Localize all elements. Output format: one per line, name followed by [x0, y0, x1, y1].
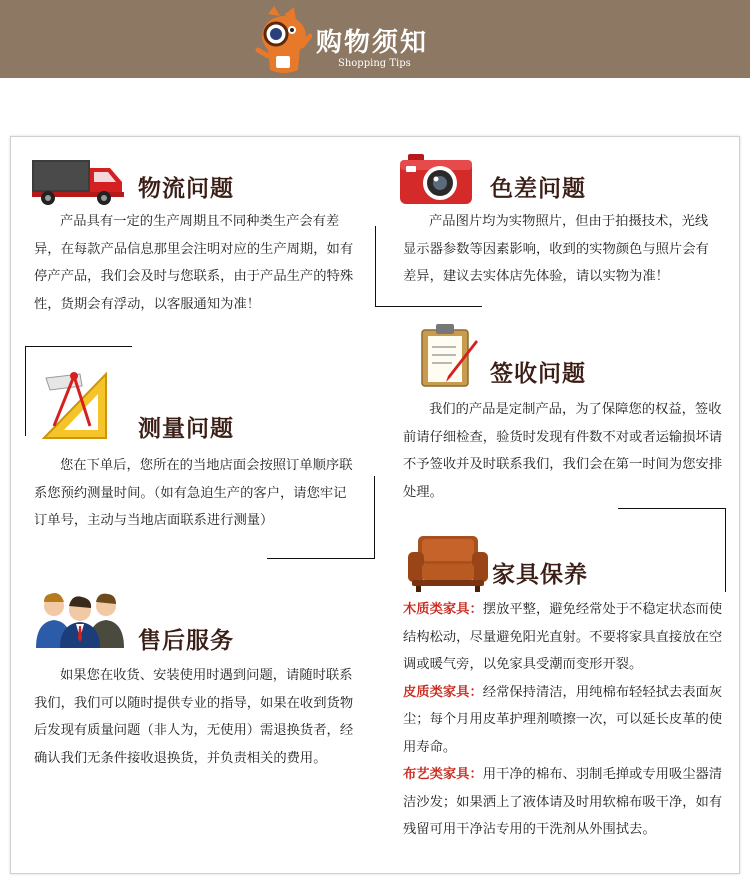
care-item-wood [403, 596, 733, 679]
sofa-icon [408, 532, 488, 592]
care-item-text: 用干净的棉布、羽制毛掸或专用吸尘器清洁沙发；如果洒上了液体请及时用软棉布吸干净，如有残留可用干净沾专用的干洗剂从外围拭去。 [403, 767, 723, 837]
care-item-fabric [403, 761, 733, 844]
care-item-label: 布艺类家具： [403, 767, 483, 782]
care-item-text: 经常保持清洁，用纯棉布轻轻拭去表面灰尘；每个月用皮革护理剂喷擦一次，可以延长皮革的使用寿命。 [403, 684, 723, 755]
divider-line [267, 558, 375, 559]
mascot-logo-icon [254, 6, 312, 76]
divider-line [725, 508, 726, 592]
page-subtitle: Shopping Tips [338, 58, 411, 69]
customer-service-team-icon [34, 592, 126, 648]
receipt-text: 我们的产品是定制产品，为了保障您的权益，签收前请仔细检查，验货时发现有件数不对或者运输损坏请不予签收并及时联系我们，我们会在第一时间为您安排处理。 [403, 402, 723, 500]
divider-line [375, 226, 376, 307]
care-item-label: 木质类家具： [403, 602, 483, 617]
care-title: 家具保养 [492, 562, 588, 588]
divider-line [618, 508, 726, 509]
color-diff-text: 产品图片均为实物照片，但由于拍摄技术，光线显示器参数等因素影响，收到的实物颜色与照片会有差异，建议去实体店先体验，请以实物为准！ [403, 214, 709, 284]
divider-line [25, 346, 132, 347]
logistics-text: 产品具有一定的生产周期且不同种类生产会有差异，在每款产品信息那里会注明对应的生产周期，如有停产产品，我们会及时与您联系，由于产品生产的特殊性，货期会有浮动，以客服通知为准！ [34, 214, 354, 312]
logistics-title: 物流问题 [138, 176, 234, 202]
clipboard-icon [420, 322, 482, 388]
header-banner [0, 0, 750, 78]
page-title: 购物须知 [316, 28, 429, 58]
measure-title: 测量问题 [138, 416, 234, 442]
after-sales-text: 如果您在收货、安装使用时遇到问题，请随时联系我们，我们可以随时提供专业的指导，如果在收到货物后发现有质量问题（非人为，无使用）需退换货者，经确认我们无条件接收退换货，并负责相关的费用。 [34, 668, 354, 766]
drafting-tools-icon [40, 368, 116, 440]
care-item-text: 摆放平整，避免经常处于不稳定状态而使结构松动，尽量避免阳光直射。不要将家具直接放在空调或暖气旁，以免家具受潮而变形开裂。 [403, 602, 723, 672]
care-item-label: 皮质类家具： [403, 684, 483, 700]
divider-line [375, 306, 482, 307]
measure-text: 您在下单后，您所在的当地店面会按照订单顺序联系您预约测量时间。（如有急迫生产的客户，请您牢记订单号，主动与当地店面联系进行测量） [34, 458, 353, 528]
camera-icon [400, 154, 472, 208]
after-sales-title: 售后服务 [138, 628, 234, 654]
care-item-leather [403, 679, 733, 762]
truck-icon [32, 154, 124, 206]
divider-line [374, 476, 375, 559]
receipt-title: 签收问题 [490, 361, 586, 387]
color-diff-title: 色差问题 [490, 176, 586, 202]
care-list [403, 596, 733, 844]
divider-line [25, 346, 26, 436]
